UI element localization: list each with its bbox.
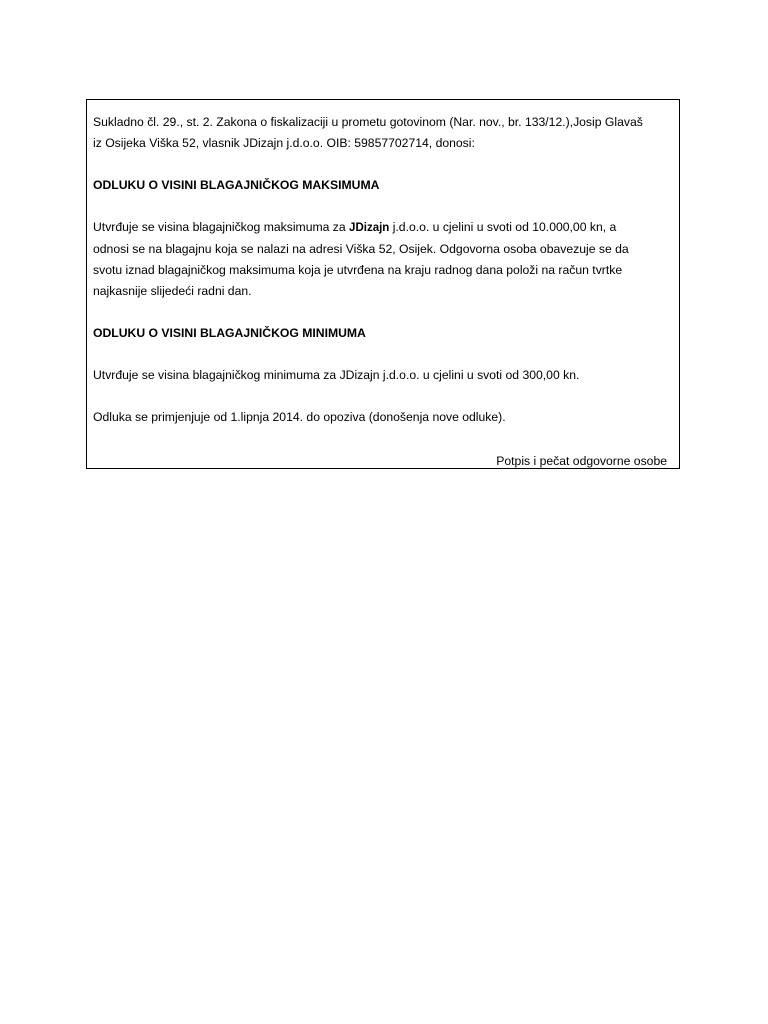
intro-line: iz Osijeka Viška 52, vlasnik JDizajn j.d.o.o. OIB: 59857702714, donosi: [93, 136, 475, 150]
maximum-line: odnosi se na blagajnu koja se nalazi na adresi Viška 52, Osijek. Odgovorna osoba obavezuje se da [93, 242, 629, 256]
validity-paragraph: Odluka se primjenjuje od 1.lipnja 2014. do opoziva (donošenja nove odluke). [93, 410, 506, 424]
company-name: JDizajn [349, 222, 390, 234]
maximum-line: najkasnije slijedeći radni dan. [93, 284, 252, 298]
decision-document [86, 99, 680, 469]
minimum-paragraph: Utvrđuje se visina blagajničkog minimuma za JDizajn j.d.o.o. u cjelini u svoti od 300,00 kn. [93, 368, 580, 382]
maximum-line: svotu iznad blagajničkog maksimuma koja je utvrđena na kraju radnog dana položi na račun tvrtke [93, 263, 623, 277]
maximum-paragraph [93, 217, 673, 302]
heading-maximum: ODLUKU O VISINI BLAGAJNIČKOG MAKSIMUMA [93, 178, 380, 192]
intro-paragraph [93, 112, 673, 154]
intro-line: Sukladno čl. 29., st. 2. Zakona o fiskalizaciji u prometu gotovinom (Nar. nov., br. 133/12.),Josip Glavaš [93, 115, 643, 129]
signature-label: Potpis i pečat odgovorne osobe [496, 454, 667, 468]
maximum-text-pre: Utvrđuje se visina blagajničkog maksimuma za [93, 220, 350, 234]
heading-minimum: ODLUKU O VISINI BLAGAJNIČKOG MINIMUMA [93, 326, 366, 340]
maximum-text-post: j.d.o.o. u cjelini u svoti od 10.000,00 kn, a [389, 220, 617, 234]
maximum-line [93, 217, 673, 239]
